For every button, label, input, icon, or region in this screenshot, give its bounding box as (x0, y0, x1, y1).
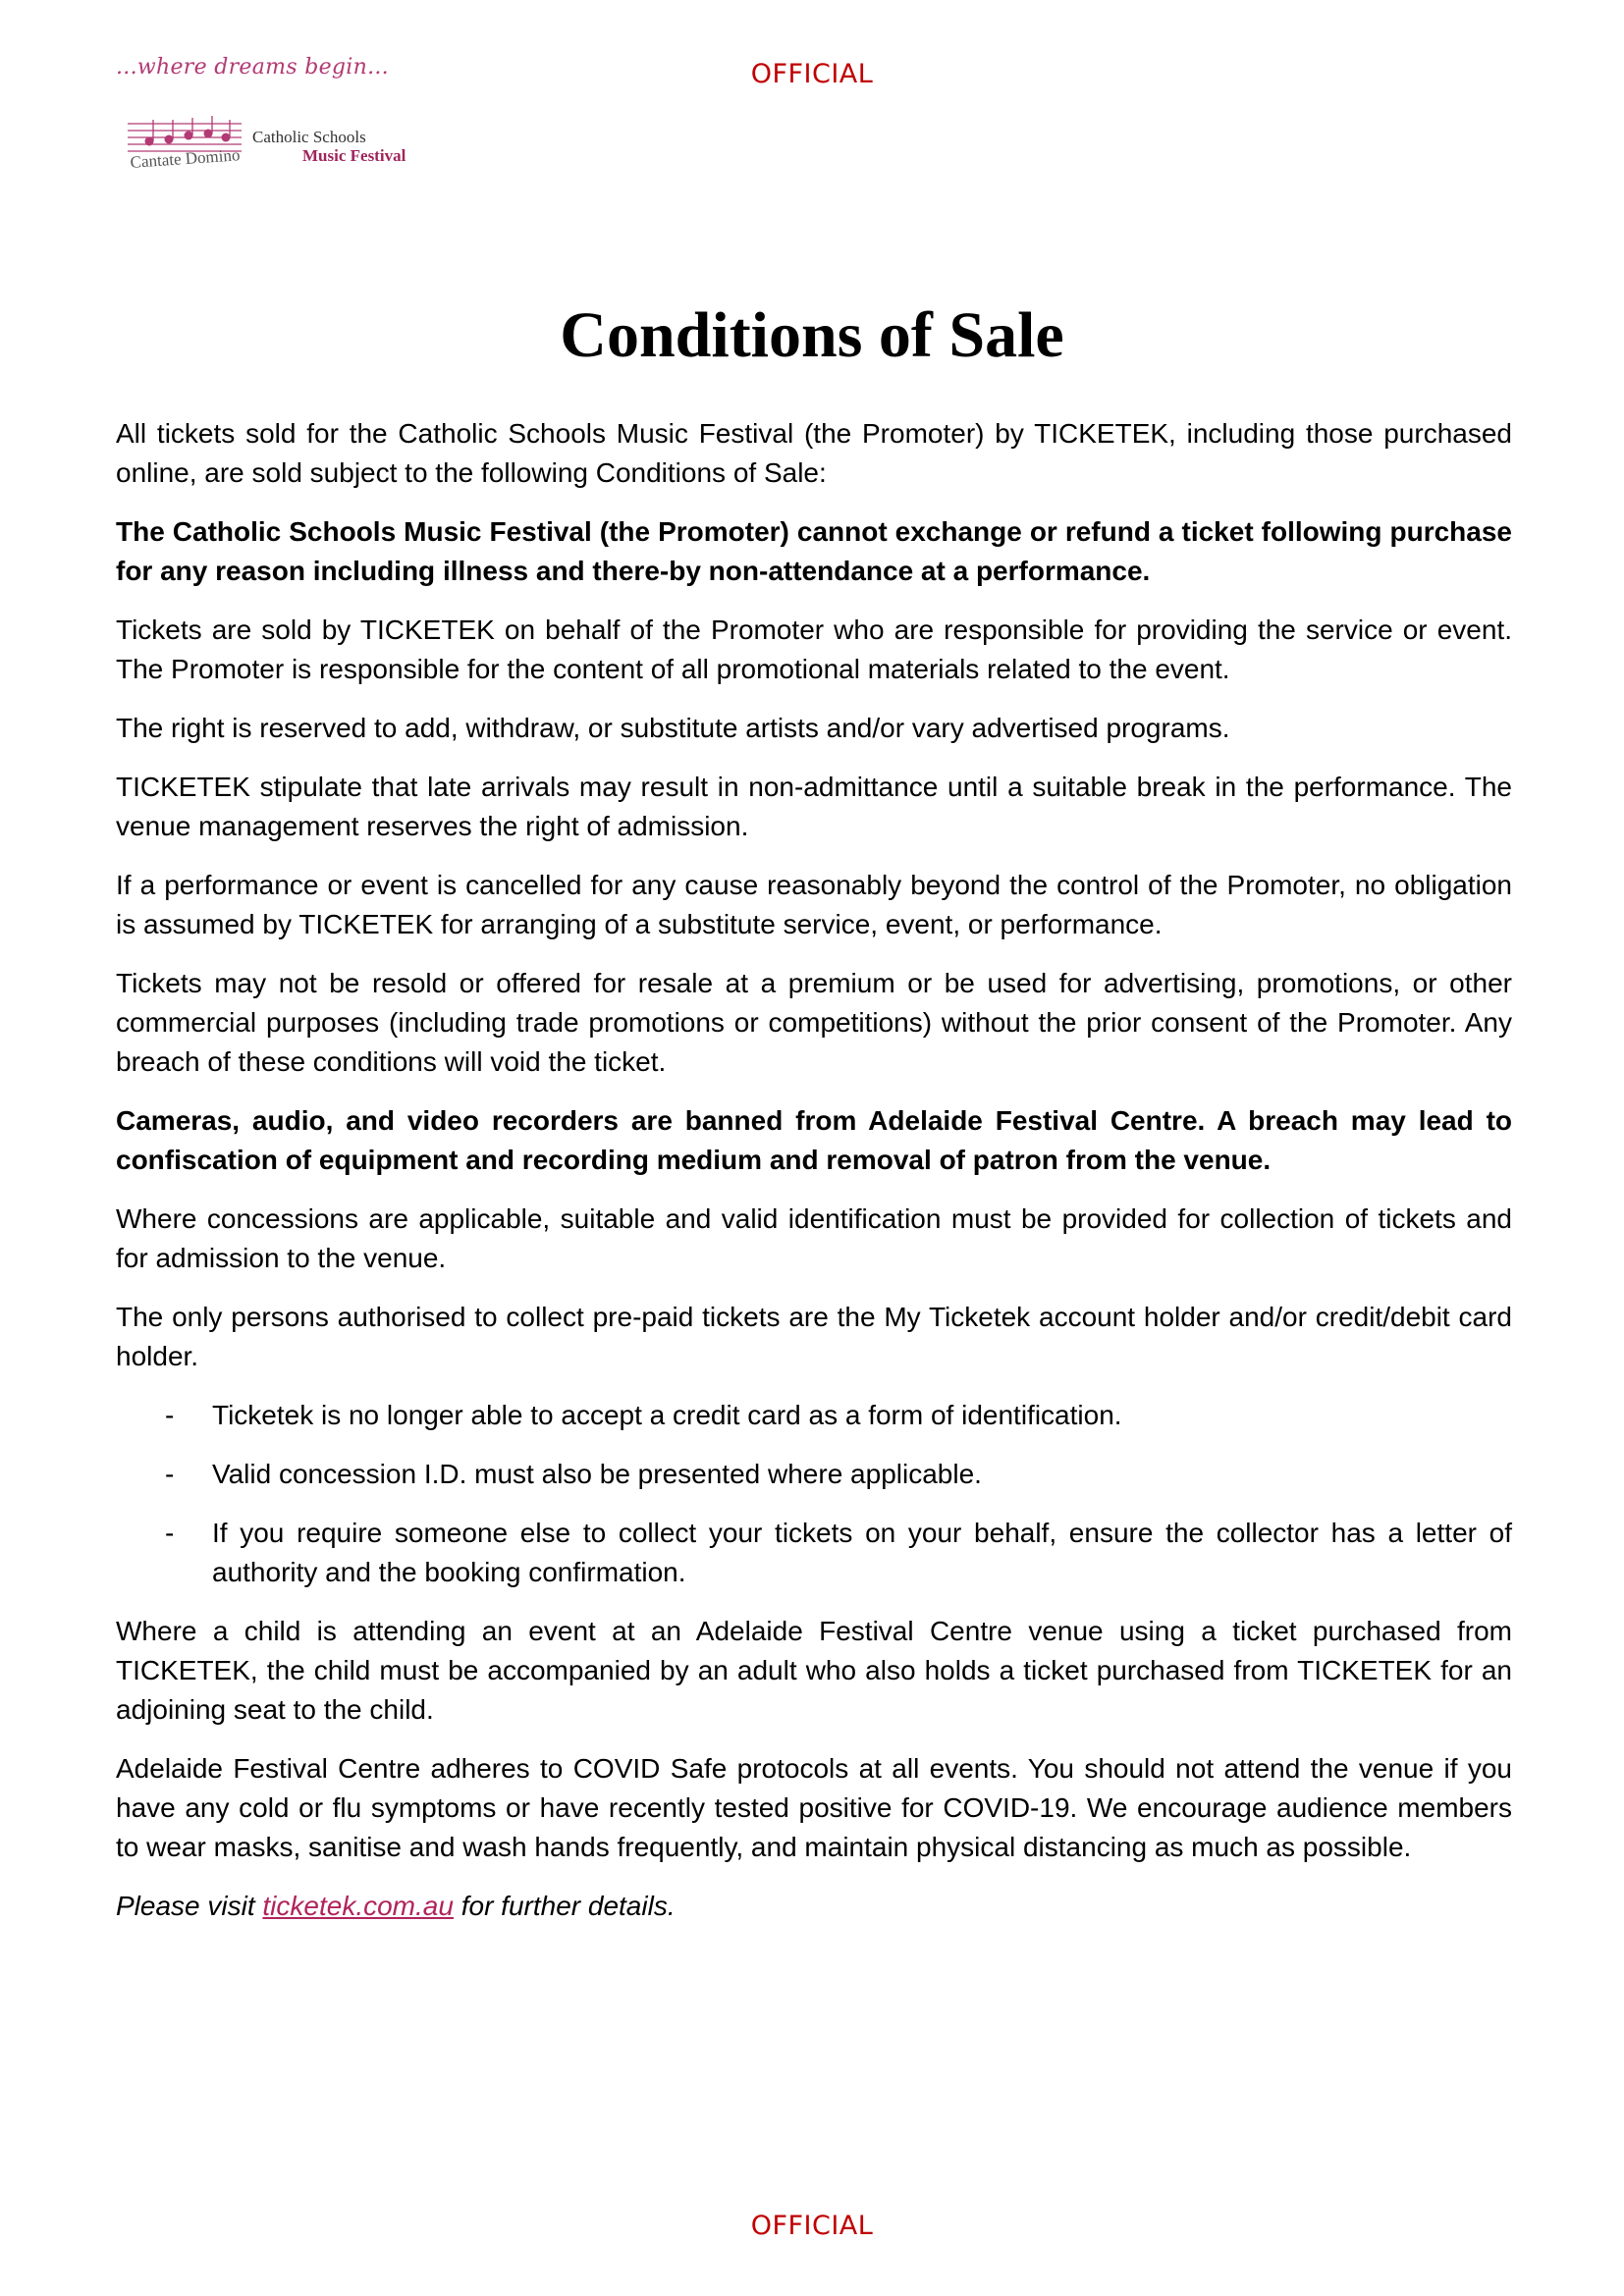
list-item-text: If you require someone else to collect your tickets on your behalf, ensure the collector has a letter of authority and the booking confirmation. (212, 1518, 1512, 1587)
paragraph-covid: Adelaide Festival Centre adheres to COVID Safe protocols at all events. You should not attend the venue if you have any cold or flu symptoms or have recently tested positive for COVID-19. We encourage audience members to wear masks, sanitise and wash hands frequently, and maintain physical distancing as much as possible. (116, 1753, 1512, 1862)
logo-text-line2: Music Festival (302, 146, 406, 165)
list-item-text: Valid concession I.D. must also be presented where applicable. (212, 1459, 982, 1489)
list-item-text: Ticketek is no longer able to accept a credit card as a form of identification. (212, 1400, 1122, 1430)
paragraph-no-refund: The Catholic Schools Music Festival (the Promoter) cannot exchange or refund a ticket following purchase for any reason including illness and there-by non-attendance at a performance. (116, 516, 1512, 586)
logo-tagline: ...where dreams begin... (116, 55, 389, 80)
paragraph-intro: All tickets sold for the Catholic Schools Music Festival (the Promoter) by TICKETEK, including those purchased online, are sold subject to the following Conditions of Sale: (116, 418, 1512, 488)
paragraph-concessions: Where concessions are applicable, suitable and valid identification must be provided for collection of tickets and for admission to the venue. (116, 1203, 1512, 1273)
logo-cantate-text: Cantate Domino (130, 145, 241, 172)
paragraph-collection: The only persons authorised to collect pre-paid tickets are the My Ticketek account holder and/or credit/debit card holder. (116, 1302, 1512, 1371)
list-item (116, 1396, 1512, 1435)
paragraph-visit (116, 1887, 1512, 1926)
conditions-body (116, 414, 1512, 1946)
visit-text-after: for further details. (453, 1891, 676, 1921)
bullet-dash: - (165, 1459, 175, 1489)
paragraph-recording-ban: Cameras, audio, and video recorders are banned from Adelaide Festival Centre. A breach may lead to confiscation of equipment and recording medium and removal of patron from the venue. (116, 1105, 1512, 1175)
visit-text-before: Please visit (116, 1891, 263, 1921)
list-item (116, 1455, 1512, 1494)
logo-text-line1: Catholic Schools (252, 128, 366, 146)
bullet-dash: - (165, 1518, 175, 1548)
list-item (116, 1514, 1512, 1592)
paragraph-cancellation: If a performance or event is cancelled for any cause reasonably beyond the control of the Promoter, no obligation is assumed by TICKETEK for arranging of a substitute service, event, or performance. (116, 870, 1512, 939)
bullet-dash: - (165, 1400, 175, 1430)
page-title: Conditions of Sale (560, 299, 1064, 371)
paragraph-resale: Tickets may not be resold or offered for resale at a premium or be used for advertising, promotions, or other commercial purposes (including trade promotions or competitions) without the prior consent of the Promoter. Any breach of these conditions will void the ticket. (116, 968, 1512, 1077)
collection-rules-list (116, 1396, 1512, 1592)
paragraph-child-attendance: Where a child is attending an event at an Adelaide Festival Centre venue using a ticket purchased from TICKETEK, the child must be accompanied by an adult who also holds a ticket purchased from TICKETEK for an adjoining seat to the child. (116, 1616, 1512, 1725)
footer-classification: OFFICIAL (750, 2211, 874, 2241)
paragraph-ticketek-agent: Tickets are sold by TICKETEK on behalf of the Promoter who are responsible for providing the service or event. The Promoter is responsible for the content of all promotional materials related to the event. (116, 614, 1512, 684)
header-classification: OFFICIAL (750, 59, 874, 89)
festival-logo (116, 55, 440, 183)
paragraph-right-reserved: The right is reserved to add, withdraw, or substitute artists and/or vary advertised programs. (116, 713, 1230, 743)
ticketek-link[interactable]: ticketek.com.au (262, 1891, 454, 1921)
paragraph-late-arrivals: TICKETEK stipulate that late arrivals may result in non-admittance until a suitable break in the performance. The venue management reserves the right of admission. (116, 772, 1512, 841)
